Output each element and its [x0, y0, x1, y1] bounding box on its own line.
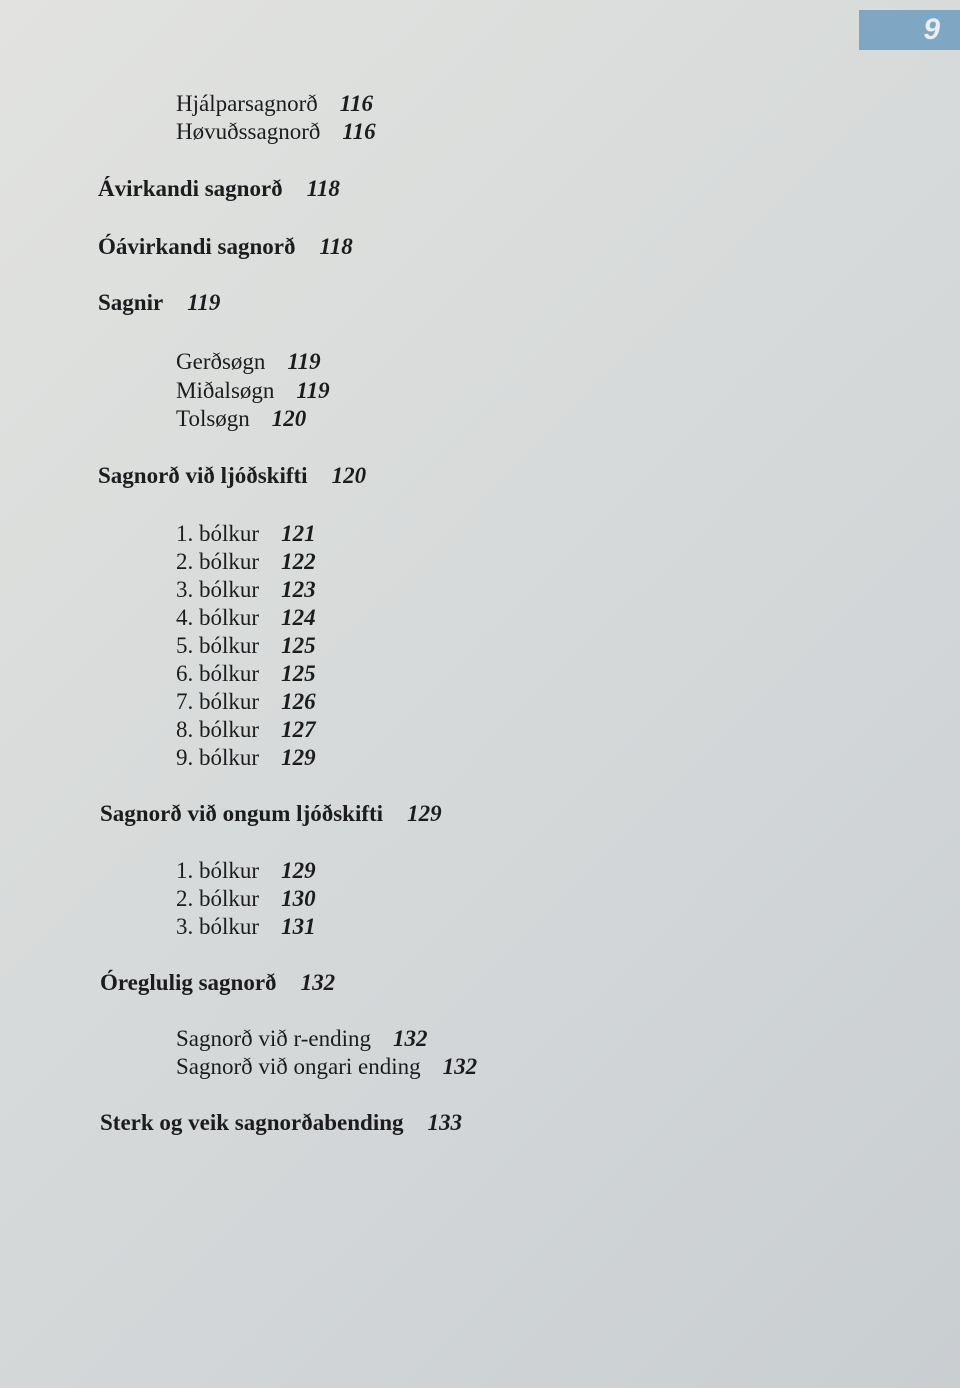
toc-entry-page: 119 [296, 378, 330, 403]
toc-entry-label: Hjálparsagnorð [176, 91, 318, 116]
toc-heading-page: 118 [319, 234, 353, 259]
toc-entry-page: 130 [281, 886, 316, 911]
toc-entry-label: Høvuðssagnorð [176, 119, 321, 144]
toc-heading [100, 1109, 462, 1137]
toc-heading-label: Sterk og veik sagnorðabending [100, 1110, 404, 1135]
toc-entry-page: 119 [287, 349, 321, 374]
toc-entry [176, 688, 316, 716]
toc-entry-page: 129 [281, 858, 316, 883]
toc-heading [98, 462, 366, 490]
toc-entry-page: 116 [339, 91, 374, 116]
toc-entry-label: Gerðsøgn [176, 349, 266, 374]
toc-entry [176, 857, 316, 885]
toc-entry [176, 1053, 477, 1081]
toc-entry [176, 405, 306, 433]
toc-entry-label: 7. bólkur [176, 689, 260, 714]
toc-entry [176, 90, 373, 118]
toc-entry-label: 6. bólkur [176, 661, 260, 686]
toc-entry-page: 125 [281, 661, 316, 686]
toc-entry-page: 126 [281, 689, 316, 714]
toc-heading-label: Óávirkandi sagnorð [98, 234, 296, 259]
toc-heading-page: 129 [407, 801, 442, 826]
toc-entry-page: 120 [271, 406, 307, 431]
toc-heading [100, 800, 442, 828]
toc-entry [176, 576, 316, 604]
toc-entry-page: 116 [342, 119, 376, 144]
toc-heading-page: 119 [187, 290, 221, 315]
toc-entry [176, 348, 321, 376]
toc-heading-label: Óreglulig sagnorð [100, 970, 277, 995]
toc-entry [176, 660, 316, 688]
toc-heading-label: Sagnorð við ongum ljóðskifti [100, 801, 384, 826]
toc-entry [176, 744, 316, 772]
toc-heading-page: 132 [300, 970, 336, 995]
toc-entry-label: 2. bólkur [176, 549, 260, 574]
toc-entry [176, 548, 316, 576]
toc-heading-label: Ávirkandi sagnorð [98, 176, 283, 201]
toc-entry-label: 5. bólkur [176, 633, 260, 658]
toc-entry [176, 885, 316, 913]
toc-entry-page: 122 [281, 549, 316, 574]
toc-entry [176, 377, 330, 405]
toc-entry-label: 1. bólkur [176, 858, 260, 883]
toc-heading [100, 969, 335, 997]
toc-entry-label: 1. bólkur [176, 521, 260, 546]
toc-entry [176, 632, 316, 660]
toc-entry-label: Tolsøgn [176, 406, 250, 431]
toc-entry-page: 125 [281, 633, 316, 658]
toc-entry [176, 520, 316, 548]
toc-heading-label: Sagnir [98, 290, 164, 315]
toc-entry-label: 8. bólkur [176, 717, 260, 742]
toc-entry-label: 2. bólkur [176, 886, 260, 911]
toc-entry-page: 131 [281, 914, 316, 939]
toc-entry [176, 604, 316, 632]
toc-heading [98, 289, 220, 317]
toc-heading-label: Sagnorð við ljóðskifti [98, 463, 308, 488]
toc-entry-label: 3. bólkur [176, 577, 260, 602]
page-number-tab: 9 [859, 10, 960, 50]
toc-entry [176, 1025, 428, 1053]
toc-entry-label: Sagnorð við ongari ending [176, 1054, 421, 1079]
toc-entry-page: 132 [442, 1054, 478, 1079]
toc-entry [176, 913, 316, 941]
toc-entry-label: Sagnorð við r-ending [176, 1026, 372, 1051]
toc-entry [176, 716, 316, 744]
toc-entry-page: 129 [281, 745, 316, 770]
toc-entry [176, 118, 376, 146]
toc-entry-page: 123 [281, 577, 316, 602]
toc-heading-page: 118 [306, 176, 340, 201]
toc-entry-label: 3. bólkur [176, 914, 260, 939]
toc-entry-label: Miðalsøgn [176, 378, 275, 403]
toc-heading [98, 233, 353, 261]
toc-entry-page: 121 [281, 521, 316, 546]
toc-heading-page: 133 [427, 1110, 463, 1135]
toc-entry-label: 9. bólkur [176, 745, 260, 770]
toc-entry-label: 4. bólkur [176, 605, 260, 630]
toc-entry-page: 124 [281, 605, 316, 630]
toc-heading-page: 120 [331, 463, 367, 488]
toc-entry-page: 132 [393, 1026, 428, 1051]
toc-heading [98, 175, 340, 203]
toc-entry-page: 127 [281, 717, 316, 742]
